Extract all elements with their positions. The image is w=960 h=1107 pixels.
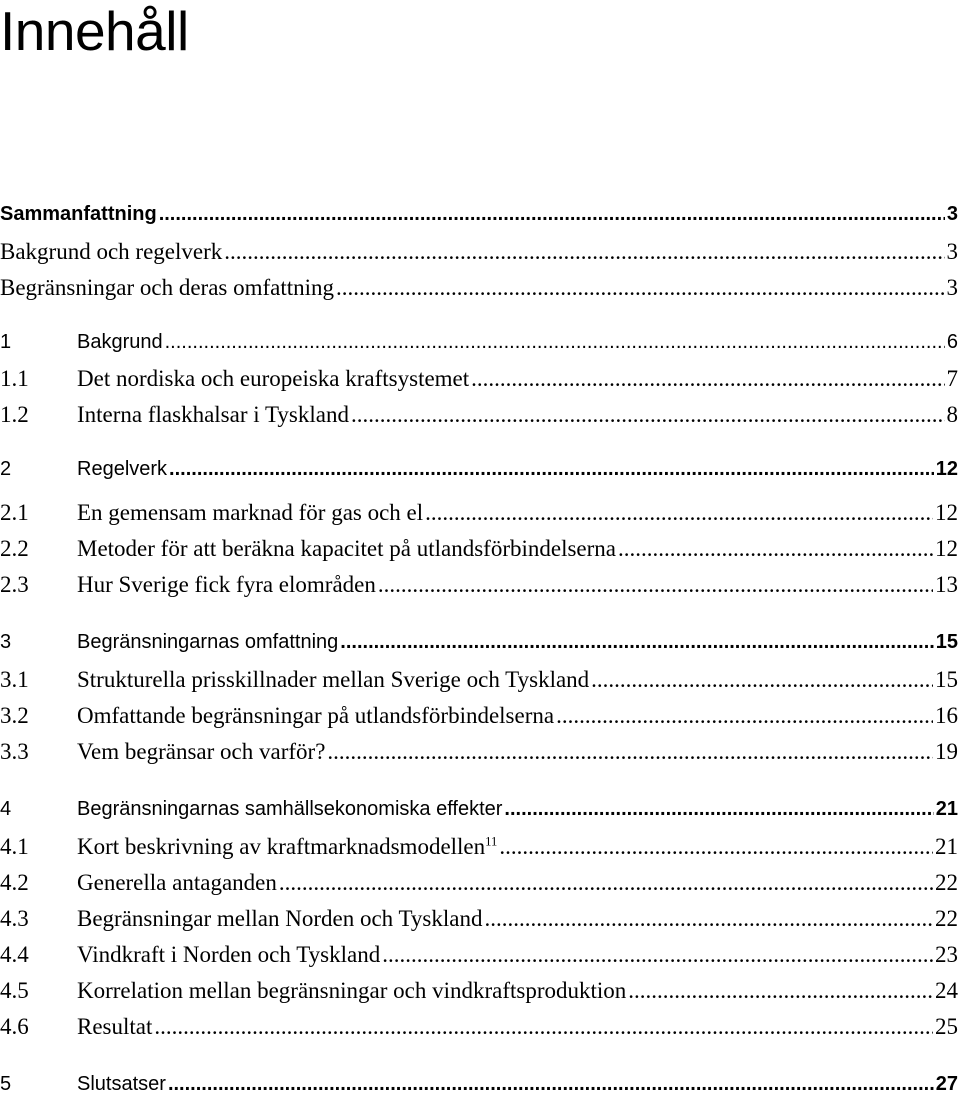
toc-chapter-number: 1 — [0, 331, 12, 353]
dot-leader — [279, 870, 933, 896]
toc-chapter-number: 5 — [0, 1073, 12, 1095]
toc-section-number: 4.1 — [0, 834, 29, 859]
toc-section-4-6[interactable] — [0, 1014, 958, 1048]
toc-section-number: 1.2 — [0, 402, 29, 427]
toc-entry-title: Begränsningar och deras omfattning — [0, 275, 335, 300]
toc-section-page: 25 — [935, 1014, 958, 1039]
dot-leader — [425, 500, 933, 526]
toc-section-title: Det nordiska och europeiska kraftsystemet — [77, 366, 470, 391]
toc-section-number: 2.2 — [0, 536, 29, 561]
toc-section-page: 8 — [946, 402, 958, 427]
toc-section-number: 4.5 — [0, 978, 29, 1003]
toc-chapter-2[interactable] — [0, 458, 958, 492]
toc-entry-page: 3 — [946, 275, 958, 300]
toc-chapter-page: 27 — [935, 1073, 958, 1095]
toc-section-title: Hur Sverige fick fyra elområden — [77, 572, 376, 597]
toc-section-number: 2.1 — [0, 500, 29, 525]
dot-leader — [378, 572, 933, 598]
dot-leader — [556, 703, 933, 729]
toc-section-page: 12 — [935, 500, 958, 525]
toc-section-3-3[interactable] — [0, 739, 958, 773]
toc-section-number: 3.2 — [0, 703, 29, 728]
page-title: Innehåll — [0, 0, 189, 62]
toc-section-title: Omfattande begränsningar på utlandsförbindelserna — [77, 703, 555, 728]
toc-section-4-4[interactable] — [0, 942, 958, 976]
toc-section-4-2[interactable] — [0, 870, 958, 904]
toc-section-3-1[interactable] — [0, 667, 958, 701]
toc-chapter-title: Slutsatser — [77, 1073, 166, 1095]
toc-chapter-4[interactable] — [0, 798, 958, 832]
toc-section-title: Generella antaganden — [77, 870, 277, 895]
toc-section-page: 23 — [935, 942, 958, 967]
toc-chapter-page: 15 — [935, 631, 958, 653]
dot-leader — [471, 366, 944, 392]
toc-chapter-3[interactable] — [0, 631, 958, 665]
toc-section-page: 24 — [935, 978, 958, 1003]
toc-section-page: 16 — [935, 703, 958, 728]
toc-section-page: 13 — [935, 572, 958, 597]
toc-entry-bakgrund-och-regelverk[interactable] — [0, 239, 958, 273]
toc-chapter-title: Begränsningarnas omfattning — [77, 631, 339, 653]
toc-entry-page: 3 — [946, 203, 958, 225]
toc-section-number: 4.2 — [0, 870, 29, 895]
dot-leader — [499, 834, 933, 860]
toc-chapter-number: 3 — [0, 631, 12, 653]
dot-leader — [336, 275, 944, 301]
toc-chapter-title: Begränsningarnas samhällsekonomiska effekter — [77, 798, 503, 820]
toc-section-number: 2.3 — [0, 572, 29, 597]
toc-section-number: 3.1 — [0, 667, 29, 692]
toc-section-1-2[interactable] — [0, 402, 958, 436]
dot-leader — [165, 331, 945, 354]
toc-section-title-text: Kort beskrivning av kraftmarknadsmodellen — [77, 834, 486, 859]
toc-chapter-title: Bakgrund — [77, 331, 163, 353]
toc-section-page: 19 — [935, 739, 958, 764]
dot-leader — [224, 239, 944, 265]
toc-section-title: En gemensam marknad för gas och el — [77, 500, 424, 525]
toc-section-number: 4.3 — [0, 906, 29, 931]
toc-section-4-5[interactable] — [0, 978, 958, 1012]
toc-section-title: Vindkraft i Norden och Tyskland — [77, 942, 381, 967]
dot-leader — [628, 978, 933, 1004]
toc-chapter-5[interactable] — [0, 1073, 958, 1107]
toc-chapter-1[interactable] — [0, 331, 958, 365]
toc-section-2-3[interactable] — [0, 572, 958, 606]
toc-section-title: Metoder för att beräkna kapacitet på utlandsförbindelserna — [77, 536, 616, 561]
toc-entry-sammanfattning[interactable] — [0, 203, 958, 237]
toc-section-number: 4.4 — [0, 942, 29, 967]
toc-section-3-2[interactable] — [0, 703, 958, 737]
toc-section-2-1[interactable] — [0, 500, 958, 534]
toc-section-number: 1.1 — [0, 366, 29, 391]
dot-leader — [382, 942, 933, 968]
toc-section-2-2[interactable] — [0, 536, 958, 570]
toc-section-title: Strukturella prisskillnader mellan Sverige och Tyskland — [77, 667, 590, 692]
toc-section-title — [77, 834, 497, 860]
toc-section-page: 21 — [935, 834, 958, 859]
toc-chapter-page: 12 — [935, 458, 958, 480]
toc-section-page: 15 — [935, 667, 958, 692]
dot-leader — [169, 458, 934, 481]
toc-section-title: Korrelation mellan begränsningar och vindkraftsproduktion — [77, 978, 627, 1003]
toc-section-page: 22 — [935, 870, 958, 895]
dot-leader — [159, 203, 945, 226]
toc-section-number: 3.3 — [0, 739, 29, 764]
toc-chapter-page: 6 — [946, 331, 958, 353]
toc-entry-page: 3 — [946, 239, 958, 264]
toc-section-number: 4.6 — [0, 1014, 29, 1039]
dot-leader — [168, 1073, 934, 1096]
dot-leader — [504, 798, 933, 821]
toc-chapter-number: 2 — [0, 458, 12, 480]
toc-chapter-page: 21 — [935, 798, 958, 820]
toc-section-page: 12 — [935, 536, 958, 561]
toc-chapter-title: Regelverk — [77, 458, 168, 480]
footnote-reference: 11 — [485, 834, 498, 849]
toc-section-4-3[interactable] — [0, 906, 958, 940]
toc-section-title: Interna flaskhalsar i Tyskland — [77, 402, 349, 427]
dot-leader — [340, 631, 933, 654]
toc-entry-begransningar-och-deras-omfattning[interactable] — [0, 275, 958, 309]
dot-leader — [327, 739, 933, 765]
toc-section-title: Resultat — [77, 1014, 153, 1039]
toc-entry-title: Bakgrund och regelverk — [0, 239, 223, 264]
dot-leader — [591, 667, 933, 693]
dot-leader — [351, 402, 945, 428]
toc-section-page: 22 — [935, 906, 958, 931]
dot-leader — [154, 1014, 933, 1040]
toc-section-1-1[interactable] — [0, 366, 958, 400]
dot-leader — [484, 906, 933, 932]
toc-section-page: 7 — [946, 366, 958, 391]
toc-section-4-1[interactable] — [0, 834, 958, 868]
toc-entry-title: Sammanfattning — [0, 203, 157, 225]
toc-section-title: Begränsningar mellan Norden och Tyskland — [77, 906, 483, 931]
toc-chapter-number: 4 — [0, 798, 12, 820]
dot-leader — [618, 536, 933, 562]
toc-section-title: Vem begränsar och varför? — [77, 739, 326, 764]
